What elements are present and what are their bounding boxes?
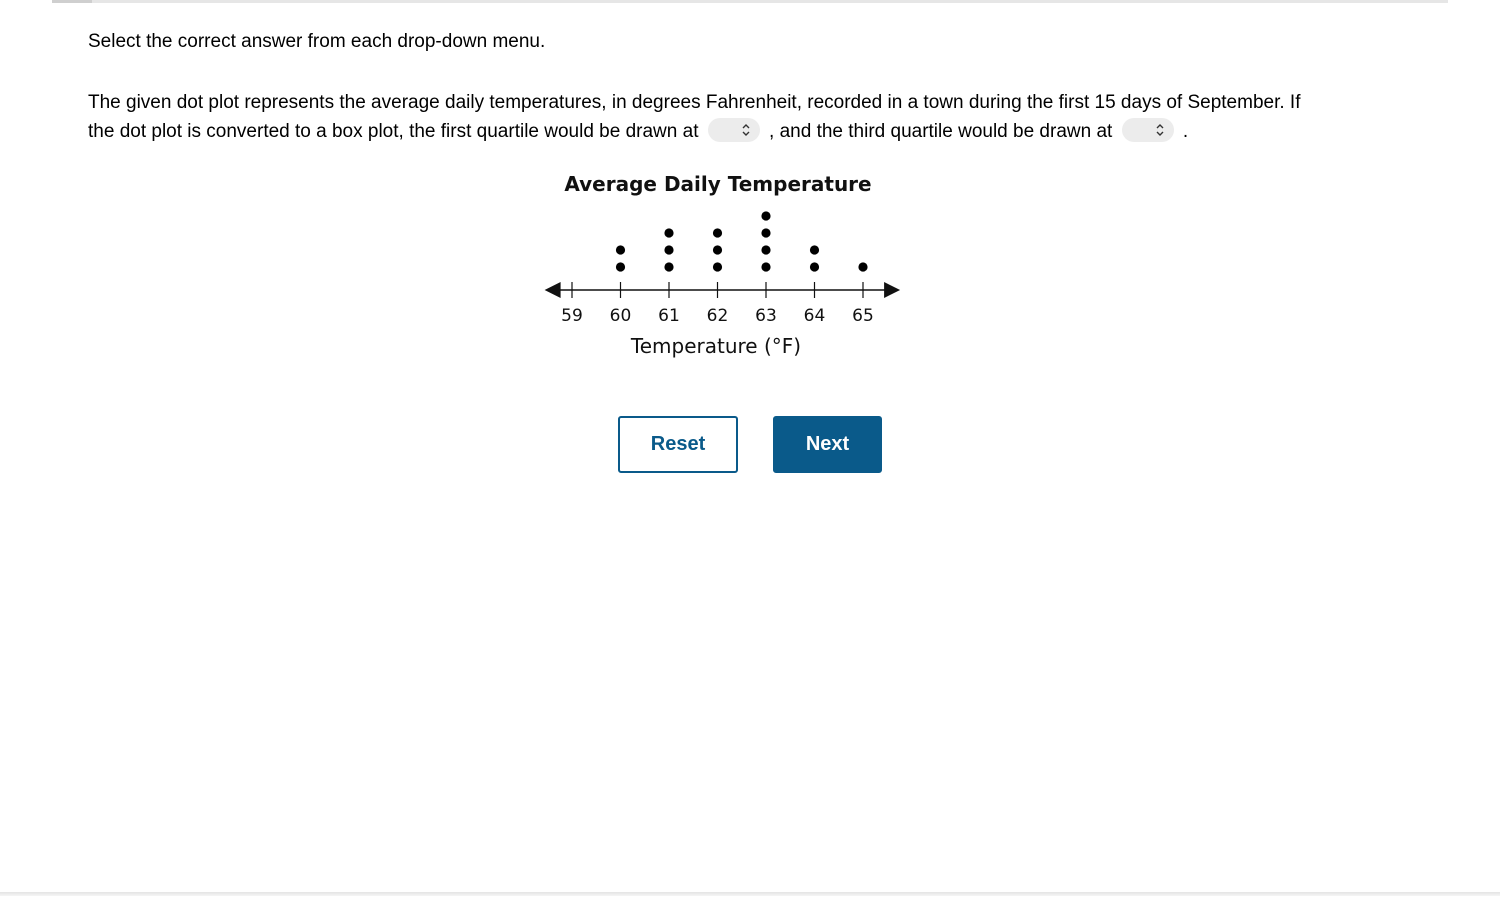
data-dot	[616, 262, 625, 271]
next-button[interactable]: Next	[773, 416, 882, 473]
data-dot	[713, 245, 722, 254]
instruction-text: Select the correct answer from each drop-down menu.	[88, 31, 546, 52]
reset-button[interactable]: Reset	[618, 416, 738, 473]
data-dot	[664, 262, 673, 271]
question-part-2: , and the third quartile would be drawn at	[769, 121, 1113, 142]
data-dot	[616, 245, 625, 254]
tick-label: 59	[561, 306, 583, 326]
third-quartile-dropdown[interactable]	[1122, 118, 1174, 142]
data-dot	[810, 262, 819, 271]
x-axis	[545, 282, 901, 298]
data-dot	[858, 262, 867, 271]
data-dot	[761, 211, 770, 220]
data-dot	[713, 228, 722, 237]
dot-plot-chart	[530, 166, 910, 371]
x-axis-ticks	[561, 282, 874, 326]
data-dot	[761, 245, 770, 254]
question-part-3: .	[1182, 121, 1189, 142]
tick-label: 64	[803, 306, 826, 326]
x-axis-label: Temperature (°F)	[630, 334, 802, 358]
axis-arrow-left	[545, 282, 561, 298]
tick-label: 63	[755, 306, 777, 326]
tick-label: 62	[706, 306, 729, 326]
question-part-1: The given dot plot represents the average daily temperatures, in degrees Fahrenheit, recorded in a town during the first 15 days of September. If the dot plot is converted to a box plot, the first quartile would be drawn at	[88, 92, 1301, 142]
chevron-up-down-icon	[1155, 122, 1165, 138]
tick-label: 65	[852, 306, 874, 326]
data-dot	[664, 228, 673, 237]
data-dot	[761, 228, 770, 237]
data-dot	[761, 262, 770, 271]
first-quartile-dropdown[interactable]	[708, 118, 760, 142]
question-text	[88, 88, 1328, 146]
dot-plot-svg	[530, 166, 910, 366]
data-dot	[664, 245, 673, 254]
data-points	[616, 211, 868, 271]
top-divider	[52, 0, 1448, 3]
bottom-divider	[0, 892, 1500, 896]
tick-label: 60	[609, 306, 632, 326]
chevron-up-down-icon	[741, 122, 751, 138]
tick-label: 61	[658, 306, 680, 326]
top-divider-tab	[52, 0, 92, 3]
axis-arrow-right	[884, 282, 900, 298]
data-dot	[810, 245, 819, 254]
chart-title: Average Daily Temperature	[564, 172, 872, 196]
data-dot	[713, 262, 722, 271]
